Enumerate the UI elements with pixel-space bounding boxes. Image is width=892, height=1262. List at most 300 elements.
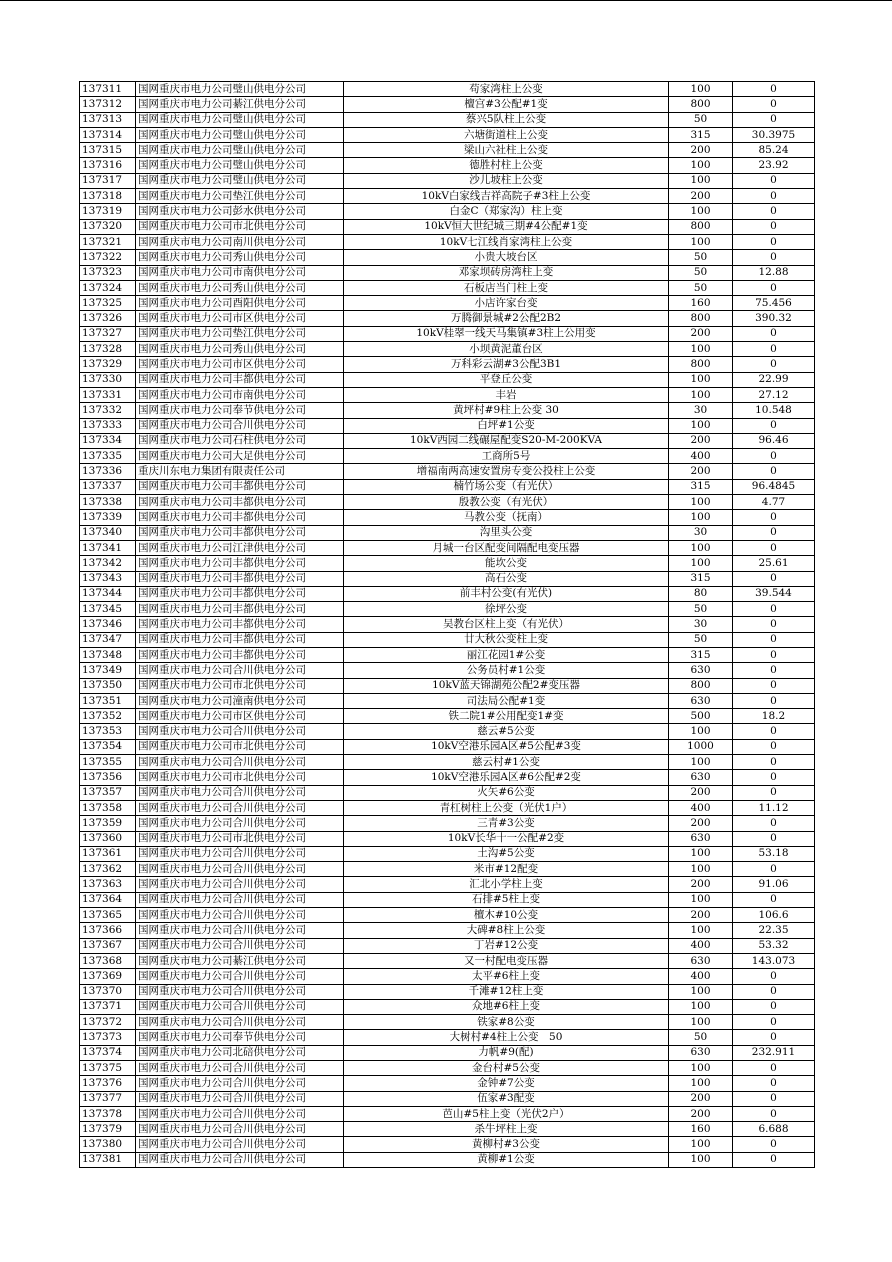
value-cell: 22.99 <box>733 372 815 387</box>
row-id-cell: 137374 <box>80 1045 136 1060</box>
value-cell: 0 <box>733 632 815 647</box>
company-cell: 国网重庆市电力公司合川供电分公司 <box>136 999 344 1014</box>
capacity-cell: 200 <box>669 1091 733 1106</box>
row-id-cell: 137378 <box>80 1106 136 1121</box>
table-row <box>80 755 815 770</box>
capacity-cell: 100 <box>669 556 733 571</box>
capacity-cell: 800 <box>669 97 733 112</box>
transformer-name-cell: 10kV蓝天锦湖苑公配2#变压器 <box>344 678 669 693</box>
table-row <box>80 1137 815 1152</box>
transformer-name-cell: 司法局公配#1变 <box>344 693 669 708</box>
row-id-cell: 137351 <box>80 693 136 708</box>
transformer-name-cell: 黄坪村#9柱上公变 30 <box>344 403 669 418</box>
table-row <box>80 326 815 341</box>
company-cell: 国网重庆市电力公司市区供电分公司 <box>136 357 344 372</box>
company-cell: 国网重庆市电力公司合川供电分公司 <box>136 800 344 815</box>
value-cell: 0 <box>733 82 815 97</box>
row-id-cell: 137365 <box>80 908 136 923</box>
table-row <box>80 862 815 877</box>
company-cell: 国网重庆市电力公司市北供电分公司 <box>136 678 344 693</box>
value-cell: 0 <box>733 739 815 754</box>
transformer-name-cell: 三青#3公变 <box>344 816 669 831</box>
transformer-name-cell: 白坪#1公变 <box>344 418 669 433</box>
table-row <box>80 173 815 188</box>
capacity-cell: 100 <box>669 387 733 402</box>
capacity-cell: 100 <box>669 755 733 770</box>
row-id-cell: 137379 <box>80 1122 136 1137</box>
capacity-cell: 800 <box>669 357 733 372</box>
table-row <box>80 938 815 953</box>
capacity-cell: 100 <box>669 999 733 1014</box>
company-cell: 国网重庆市电力公司丰都供电分公司 <box>136 632 344 647</box>
value-cell: 12.88 <box>733 265 815 280</box>
table-row <box>80 556 815 571</box>
transformer-name-cell: 力帆#9(配) <box>344 1045 669 1060</box>
capacity-cell: 100 <box>669 173 733 188</box>
table-row <box>80 1106 815 1121</box>
value-cell: 23.92 <box>733 158 815 173</box>
table-row <box>80 158 815 173</box>
table-row <box>80 892 815 907</box>
table-row <box>80 1045 815 1060</box>
company-cell: 国网重庆市电力公司大足供电分公司 <box>136 449 344 464</box>
table-row <box>80 311 815 326</box>
company-cell: 国网重庆市电力公司合川供电分公司 <box>136 418 344 433</box>
company-cell: 国网重庆市电力公司北碚供电分公司 <box>136 1045 344 1060</box>
capacity-cell: 100 <box>669 82 733 97</box>
row-id-cell: 137320 <box>80 219 136 234</box>
row-id-cell: 137352 <box>80 709 136 724</box>
capacity-cell: 800 <box>669 219 733 234</box>
capacity-cell: 1000 <box>669 739 733 754</box>
capacity-cell: 200 <box>669 189 733 204</box>
table-row <box>80 1122 815 1137</box>
transformer-name-cell: 汇北小学柱上变 <box>344 877 669 892</box>
table-row <box>80 204 815 219</box>
transformer-name-cell: 又一村配电变压器 <box>344 953 669 968</box>
capacity-cell: 500 <box>669 709 733 724</box>
transformer-name-cell: 马教公变（抚南） <box>344 510 669 525</box>
table-row <box>80 602 815 617</box>
value-cell: 0 <box>733 663 815 678</box>
capacity-cell: 200 <box>669 1106 733 1121</box>
company-cell: 国网重庆市电力公司市南供电分公司 <box>136 387 344 402</box>
transformer-name-cell: 檀宫#3公配#1变 <box>344 97 669 112</box>
row-id-cell: 137338 <box>80 495 136 510</box>
value-cell: 96.4845 <box>733 479 815 494</box>
company-cell: 国网重庆市电力公司丰都供电分公司 <box>136 510 344 525</box>
transformer-name-cell: 檀木#10公变 <box>344 908 669 923</box>
transformer-name-cell: 10kV七江线肖家湾柱上公变 <box>344 234 669 249</box>
capacity-cell: 80 <box>669 586 733 601</box>
value-cell: 0 <box>733 219 815 234</box>
row-id-cell: 137361 <box>80 846 136 861</box>
value-cell: 143.073 <box>733 953 815 968</box>
company-cell: 国网重庆市电力公司丰都供电分公司 <box>136 602 344 617</box>
row-id-cell: 137315 <box>80 143 136 158</box>
row-id-cell: 137372 <box>80 1015 136 1030</box>
transformer-name-cell: 殷教公变（有光伏） <box>344 495 669 510</box>
value-cell: 0 <box>733 1015 815 1030</box>
transformer-name-cell: 10kV长华十一公配#2变 <box>344 831 669 846</box>
transformer-name-cell: 金台村#5公变 <box>344 1061 669 1076</box>
value-cell: 27.12 <box>733 387 815 402</box>
capacity-cell: 400 <box>669 938 733 953</box>
row-id-cell: 137368 <box>80 953 136 968</box>
capacity-cell: 800 <box>669 311 733 326</box>
capacity-cell: 315 <box>669 479 733 494</box>
value-cell: 10.548 <box>733 403 815 418</box>
table-row <box>80 127 815 142</box>
page-top-rule <box>0 0 892 1</box>
value-cell: 0 <box>733 571 815 586</box>
company-cell: 国网重庆市电力公司合川供电分公司 <box>136 1152 344 1167</box>
value-cell: 0 <box>733 1137 815 1152</box>
value-cell: 11.12 <box>733 800 815 815</box>
transformer-name-cell: 小店许家台变 <box>344 296 669 311</box>
company-cell: 国网重庆市电力公司綦江供电分公司 <box>136 97 344 112</box>
capacity-cell: 200 <box>669 908 733 923</box>
capacity-cell: 200 <box>669 143 733 158</box>
capacity-cell: 630 <box>669 770 733 785</box>
row-id-cell: 137349 <box>80 663 136 678</box>
table-row <box>80 785 815 800</box>
capacity-cell: 100 <box>669 923 733 938</box>
table-row <box>80 586 815 601</box>
capacity-cell: 200 <box>669 326 733 341</box>
capacity-cell: 100 <box>669 510 733 525</box>
transformer-name-cell: 工商所5号 <box>344 449 669 464</box>
transformer-name-cell: 慈云#5公变 <box>344 724 669 739</box>
capacity-cell: 100 <box>669 724 733 739</box>
transformer-name-cell: 太平#6柱上变 <box>344 969 669 984</box>
company-cell: 国网重庆市电力公司合川供电分公司 <box>136 969 344 984</box>
value-cell: 91.06 <box>733 877 815 892</box>
row-id-cell: 137330 <box>80 372 136 387</box>
value-cell: 0 <box>733 234 815 249</box>
row-id-cell: 137324 <box>80 280 136 295</box>
transformer-name-cell: 石排#5柱上变 <box>344 892 669 907</box>
value-cell: 0 <box>733 831 815 846</box>
capacity-cell: 400 <box>669 800 733 815</box>
table-row <box>80 449 815 464</box>
value-cell: 0 <box>733 112 815 127</box>
company-cell: 国网重庆市电力公司市北供电分公司 <box>136 739 344 754</box>
transformer-name-cell: 吴教台区柱上变（有光伏） <box>344 617 669 632</box>
table-row <box>80 296 815 311</box>
row-id-cell: 137355 <box>80 755 136 770</box>
value-cell: 0 <box>733 755 815 770</box>
company-cell: 国网重庆市电力公司奉节供电分公司 <box>136 1030 344 1045</box>
transformer-name-cell: 杀牛坪柱上变 <box>344 1122 669 1137</box>
company-cell: 国网重庆市电力公司合川供电分公司 <box>136 984 344 999</box>
company-cell: 国网重庆市电力公司合川供电分公司 <box>136 938 344 953</box>
transformer-name-cell: 慈云村#1公变 <box>344 755 669 770</box>
value-cell: 0 <box>733 189 815 204</box>
transformer-name-cell: 廿大秋公变柱上变 <box>344 632 669 647</box>
row-id-cell: 137381 <box>80 1152 136 1167</box>
company-cell: 国网重庆市电力公司酉阳供电分公司 <box>136 296 344 311</box>
row-id-cell: 137340 <box>80 525 136 540</box>
table-row <box>80 617 815 632</box>
capacity-cell: 200 <box>669 877 733 892</box>
value-cell: 0 <box>733 464 815 479</box>
row-id-cell: 137339 <box>80 510 136 525</box>
company-cell: 国网重庆市电力公司合川供电分公司 <box>136 1122 344 1137</box>
company-cell: 国网重庆市电力公司市区供电分公司 <box>136 311 344 326</box>
row-id-cell: 137334 <box>80 433 136 448</box>
company-cell: 国网重庆市电力公司秀山供电分公司 <box>136 250 344 265</box>
company-cell: 国网重庆市电力公司丰都供电分公司 <box>136 617 344 632</box>
table-row <box>80 464 815 479</box>
row-id-cell: 137362 <box>80 862 136 877</box>
transformer-name-cell: 铁二院1#公用配变1#变 <box>344 709 669 724</box>
value-cell: 0 <box>733 1030 815 1045</box>
transformer-name-cell: 芭山#5柱上变（光伏2户） <box>344 1106 669 1121</box>
transformer-name-cell: 德胜村柱上公变 <box>344 158 669 173</box>
row-id-cell: 137357 <box>80 785 136 800</box>
transformer-name-cell: 平登丘公变 <box>344 372 669 387</box>
value-cell: 22.35 <box>733 923 815 938</box>
capacity-cell: 400 <box>669 449 733 464</box>
capacity-cell: 630 <box>669 953 733 968</box>
capacity-cell: 100 <box>669 418 733 433</box>
table-row <box>80 678 815 693</box>
capacity-cell: 50 <box>669 112 733 127</box>
row-id-cell: 137363 <box>80 877 136 892</box>
table-row <box>80 877 815 892</box>
table-row <box>80 1061 815 1076</box>
table-row <box>80 403 815 418</box>
row-id-cell: 137325 <box>80 296 136 311</box>
table-row <box>80 1076 815 1091</box>
value-cell: 0 <box>733 173 815 188</box>
transformer-name-cell: 万腾御景城#2公配2B2 <box>344 311 669 326</box>
row-id-cell: 137373 <box>80 1030 136 1045</box>
company-cell: 国网重庆市电力公司市北供电分公司 <box>136 831 344 846</box>
row-id-cell: 137326 <box>80 311 136 326</box>
company-cell: 国网重庆市电力公司石柱供电分公司 <box>136 433 344 448</box>
transformer-name-cell: 青杠树柱上公变（光伏1户） <box>344 800 669 815</box>
capacity-cell: 100 <box>669 862 733 877</box>
value-cell: 0 <box>733 602 815 617</box>
value-cell: 0 <box>733 1106 815 1121</box>
transformer-name-cell: 蔡兴5队柱上公变 <box>344 112 669 127</box>
value-cell: 0 <box>733 770 815 785</box>
transformer-name-cell: 万科彩云湖#3公配3B1 <box>344 357 669 372</box>
value-cell: 75.456 <box>733 296 815 311</box>
row-id-cell: 137369 <box>80 969 136 984</box>
transformer-name-cell: 高石公变 <box>344 571 669 586</box>
capacity-cell: 100 <box>669 1061 733 1076</box>
transformer-name-cell: 小贵大坡台区 <box>344 250 669 265</box>
company-cell: 国网重庆市电力公司合川供电分公司 <box>136 755 344 770</box>
value-cell: 0 <box>733 525 815 540</box>
company-cell: 国网重庆市电力公司璧山供电分公司 <box>136 82 344 97</box>
table-row <box>80 387 815 402</box>
company-cell: 国网重庆市电力公司合川供电分公司 <box>136 892 344 907</box>
table-row <box>80 479 815 494</box>
company-cell: 国网重庆市电力公司江津供电分公司 <box>136 540 344 555</box>
row-id-cell: 137346 <box>80 617 136 632</box>
value-cell: 0 <box>733 1091 815 1106</box>
transformer-name-cell: 10kV空港乐园A区#6公配#2变 <box>344 770 669 785</box>
company-cell: 国网重庆市电力公司市南供电分公司 <box>136 265 344 280</box>
transformer-name-cell: 千滩#12柱上变 <box>344 984 669 999</box>
row-id-cell: 137354 <box>80 739 136 754</box>
transformer-name-cell: 10kV桂翠一线天马集镇#3柱上公用变 <box>344 326 669 341</box>
company-cell: 国网重庆市电力公司垫江供电分公司 <box>136 189 344 204</box>
value-cell: 0 <box>733 1061 815 1076</box>
value-cell: 0 <box>733 816 815 831</box>
company-cell: 国网重庆市电力公司合川供电分公司 <box>136 785 344 800</box>
transformer-name-cell: 10kV西园二线碾屋配变S20-M-200KVA <box>344 433 669 448</box>
table-row <box>80 189 815 204</box>
capacity-cell: 100 <box>669 234 733 249</box>
company-cell: 国网重庆市电力公司合川供电分公司 <box>136 816 344 831</box>
row-id-cell: 137375 <box>80 1061 136 1076</box>
capacity-cell: 630 <box>669 1045 733 1060</box>
value-cell: 0 <box>733 280 815 295</box>
capacity-cell: 160 <box>669 1122 733 1137</box>
company-cell: 国网重庆市电力公司丰都供电分公司 <box>136 556 344 571</box>
capacity-cell: 100 <box>669 1015 733 1030</box>
row-id-cell: 137316 <box>80 158 136 173</box>
value-cell: 18.2 <box>733 709 815 724</box>
table-row <box>80 372 815 387</box>
company-cell: 国网重庆市电力公司丰都供电分公司 <box>136 525 344 540</box>
row-id-cell: 137360 <box>80 831 136 846</box>
transformer-name-cell: 六塘街道柱上公变 <box>344 127 669 142</box>
value-cell: 25.61 <box>733 556 815 571</box>
table-row <box>80 1091 815 1106</box>
table-row <box>80 342 815 357</box>
row-id-cell: 137317 <box>80 173 136 188</box>
table-row <box>80 357 815 372</box>
capacity-cell: 30 <box>669 617 733 632</box>
value-cell: 0 <box>733 999 815 1014</box>
transformer-name-cell: 伍家#3配变 <box>344 1091 669 1106</box>
value-cell: 53.32 <box>733 938 815 953</box>
row-id-cell: 137344 <box>80 586 136 601</box>
row-id-cell: 137318 <box>80 189 136 204</box>
row-id-cell: 137332 <box>80 403 136 418</box>
transformer-name-cell: 月城一台区配变间隔配电变压器 <box>344 540 669 555</box>
table-row <box>80 265 815 280</box>
company-cell: 国网重庆市电力公司合川供电分公司 <box>136 862 344 877</box>
transformer-name-cell: 增福南两高速安置房专变公投柱上公变 <box>344 464 669 479</box>
transformer-table <box>79 81 815 1168</box>
table-row <box>80 999 815 1014</box>
row-id-cell: 137348 <box>80 647 136 662</box>
table-row <box>80 693 815 708</box>
table-row <box>80 1015 815 1030</box>
table-row <box>80 525 815 540</box>
transformer-name-cell: 丽江花园1#公变 <box>344 647 669 662</box>
company-cell: 重庆川东电力集团有限责任公司 <box>136 464 344 479</box>
company-cell: 国网重庆市电力公司合川供电分公司 <box>136 877 344 892</box>
capacity-cell: 50 <box>669 632 733 647</box>
row-id-cell: 137328 <box>80 342 136 357</box>
transformer-name-cell: 米市#12配变 <box>344 862 669 877</box>
value-cell: 53.18 <box>733 846 815 861</box>
transformer-name-cell: 大树村#4柱上公变 50 <box>344 1030 669 1045</box>
company-cell: 国网重庆市电力公司合川供电分公司 <box>136 724 344 739</box>
transformer-name-cell: 梁山六社柱上公变 <box>344 143 669 158</box>
capacity-cell: 100 <box>669 540 733 555</box>
row-id-cell: 137312 <box>80 97 136 112</box>
value-cell: 0 <box>733 785 815 800</box>
company-cell: 国网重庆市电力公司丰都供电分公司 <box>136 586 344 601</box>
row-id-cell: 137314 <box>80 127 136 142</box>
capacity-cell: 100 <box>669 1076 733 1091</box>
transformer-name-cell: 楠竹场公变（有光伏） <box>344 479 669 494</box>
capacity-cell: 100 <box>669 495 733 510</box>
capacity-cell: 200 <box>669 816 733 831</box>
transformer-name-cell: 黄柳#1公变 <box>344 1152 669 1167</box>
row-id-cell: 137337 <box>80 479 136 494</box>
company-cell: 国网重庆市电力公司合川供电分公司 <box>136 846 344 861</box>
value-cell: 232.911 <box>733 1045 815 1060</box>
transformer-name-cell: 大碑#8柱上公变 <box>344 923 669 938</box>
table-row <box>80 540 815 555</box>
capacity-cell: 315 <box>669 571 733 586</box>
row-id-cell: 137343 <box>80 571 136 586</box>
row-id-cell: 137336 <box>80 464 136 479</box>
company-cell: 国网重庆市电力公司綦江供电分公司 <box>136 953 344 968</box>
row-id-cell: 137329 <box>80 357 136 372</box>
value-cell: 0 <box>733 204 815 219</box>
value-cell: 0 <box>733 357 815 372</box>
row-id-cell: 137327 <box>80 326 136 341</box>
transformer-name-cell: 邓家坝砖房湾柱上变 <box>344 265 669 280</box>
transformer-name-cell: 能坎公变 <box>344 556 669 571</box>
value-cell: 0 <box>733 678 815 693</box>
value-cell: 30.3975 <box>733 127 815 142</box>
company-cell: 国网重庆市电力公司合川供电分公司 <box>136 663 344 678</box>
value-cell: 0 <box>733 418 815 433</box>
row-id-cell: 137377 <box>80 1091 136 1106</box>
transformer-name-cell: 火矢#6公变 <box>344 785 669 800</box>
capacity-cell: 50 <box>669 1030 733 1045</box>
transformer-name-cell: 苟家湾柱上公变 <box>344 82 669 97</box>
capacity-cell: 100 <box>669 342 733 357</box>
table-row <box>80 969 815 984</box>
transformer-name-cell: 众地#6柱上变 <box>344 999 669 1014</box>
table-row <box>80 831 815 846</box>
value-cell: 0 <box>733 892 815 907</box>
row-id-cell: 137380 <box>80 1137 136 1152</box>
company-cell: 国网重庆市电力公司丰都供电分公司 <box>136 372 344 387</box>
table-row <box>80 846 815 861</box>
table-row <box>80 984 815 999</box>
table-row <box>80 143 815 158</box>
row-id-cell: 137319 <box>80 204 136 219</box>
row-id-cell: 137371 <box>80 999 136 1014</box>
company-cell: 国网重庆市电力公司合川供电分公司 <box>136 1106 344 1121</box>
capacity-cell: 30 <box>669 403 733 418</box>
transformer-name-cell: 沙儿坡柱上公变 <box>344 173 669 188</box>
company-cell: 国网重庆市电力公司合川供电分公司 <box>136 923 344 938</box>
capacity-cell: 50 <box>669 602 733 617</box>
table-row <box>80 709 815 724</box>
table-row <box>80 250 815 265</box>
transformer-name-cell: 沟里头公变 <box>344 525 669 540</box>
value-cell: 106.6 <box>733 908 815 923</box>
table-row <box>80 724 815 739</box>
value-cell: 4.77 <box>733 495 815 510</box>
value-cell: 0 <box>733 862 815 877</box>
